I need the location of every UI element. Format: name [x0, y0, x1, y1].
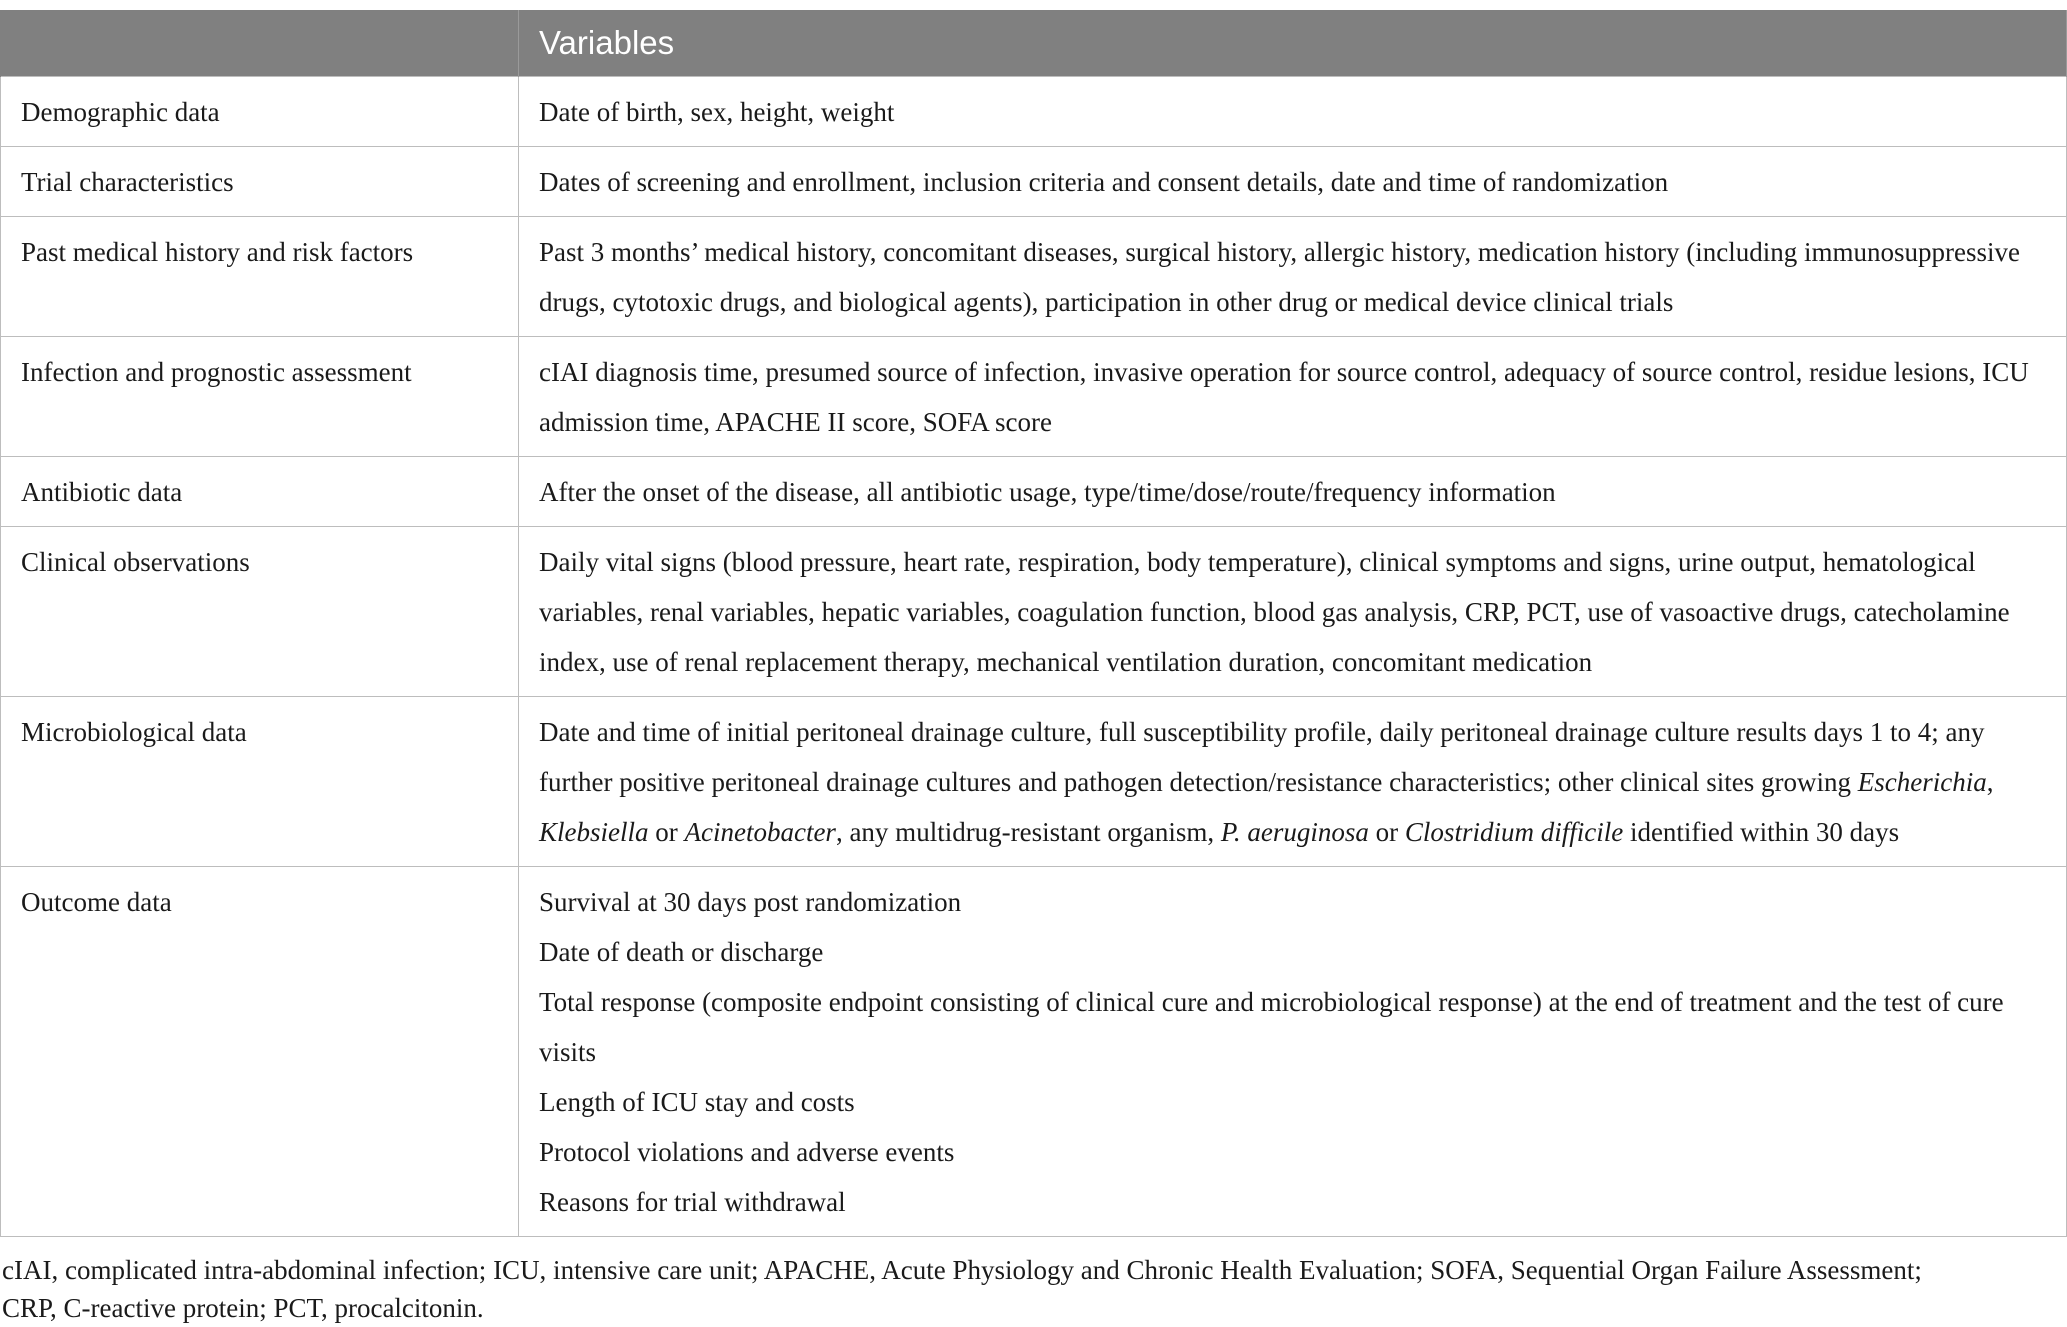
- outcome-line: Survival at 30 days post randomization: [539, 887, 962, 917]
- variables-line: cIAI diagnosis time, presumed source of infection, invasive operation for source control, adequacy of source control, residue lesions, ICU admission time, APACHE II score, SOFA score: [539, 357, 2029, 437]
- row-variables: [519, 527, 2067, 697]
- outcome-line: Total response (composite endpoint consisting of clinical cure and microbiological response) at the end of treatment and the test of cure visits: [539, 987, 2004, 1067]
- row-category: Microbiological data: [1, 697, 519, 867]
- table-row: [1, 147, 2067, 217]
- row-category: Outcome data: [1, 867, 519, 1237]
- variables-line: Dates of screening and enrollment, inclusion criteria and consent details, date and time of randomization: [539, 167, 1669, 197]
- table-row: [1, 697, 2067, 867]
- variables-line: After the onset of the disease, all antibiotic usage, type/time/dose/route/frequency information: [539, 477, 1556, 507]
- row-category: Trial characteristics: [1, 147, 519, 217]
- table-row: [1, 457, 2067, 527]
- text-segment: or: [648, 817, 685, 847]
- row-variables: [519, 697, 2067, 867]
- variables-line: Date of birth, sex, height, weight: [539, 97, 895, 127]
- table-row: [1, 337, 2067, 457]
- text-segment: Date and time of initial peritoneal drainage culture, full susceptibility profile, daily peritoneal drainage culture results days 1 to 4; any further positive peritoneal drainage cultures and pathogen detection/resistance characteristics; other clinical sites growing: [539, 717, 1985, 797]
- organism-name: P. aeruginosa: [1220, 817, 1369, 847]
- outcome-line: Reasons for trial withdrawal: [539, 1187, 846, 1217]
- variables-line: Daily vital signs (blood pressure, heart rate, respiration, body temperature), clinical symptoms and signs, urine output, hematological variables, renal variables, hepatic variables, coagulation function, blood gas analysis, CRP, PCT, use of vasoactive drugs, catecholamine index, use of renal replacement therapy, mechanical ventilation duration, concomitant medication: [539, 547, 2010, 677]
- table-row: [1, 867, 2067, 1237]
- header-category: [1, 10, 519, 77]
- table-row: [1, 77, 2067, 147]
- table-header-row: [1, 10, 2067, 77]
- row-variables: [519, 867, 2067, 1237]
- table-row: [1, 217, 2067, 337]
- row-category: Infection and prognostic assessment: [1, 337, 519, 457]
- outcome-line: Protocol violations and adverse events: [539, 1137, 955, 1167]
- variables-table: [0, 10, 2067, 1237]
- row-variables: [519, 77, 2067, 147]
- variables-line: Past 3 months’ medical history, concomitant diseases, surgical history, allergic history, medication history (including immunosuppressive drugs, cytotoxic drugs, and biological agents), participation in other drug or medical device clinical trials: [539, 237, 2021, 317]
- text-segment: or: [1368, 817, 1405, 847]
- row-variables: [519, 217, 2067, 337]
- organism-name: Escherichia: [1857, 767, 1987, 797]
- table-footnote: cIAI, complicated intra-abdominal infection; ICU, intensive care unit; APACHE, Acute Physiology and Chronic Health Evaluation; SOFA, Sequential Organ Failure Assessment; CRP, C-reactive protein; PCT, procalcitonin.: [2, 1255, 1922, 1323]
- row-category: Antibiotic data: [1, 457, 519, 527]
- text-segment: ,: [1986, 767, 1994, 797]
- microbiological-text: [539, 707, 2046, 857]
- text-segment: identified within 30 days: [1623, 817, 1900, 847]
- row-category: Past medical history and risk factors: [1, 217, 519, 337]
- table-row: [1, 527, 2067, 697]
- row-variables: [519, 337, 2067, 457]
- outcome-line: Length of ICU stay and costs: [539, 1087, 855, 1117]
- outcome-line: Date of death or discharge: [539, 937, 824, 967]
- text-segment: , any multidrug-resistant organism,: [835, 817, 1221, 847]
- row-category: Clinical observations: [1, 527, 519, 697]
- row-variables: [519, 147, 2067, 217]
- row-category: Demographic data: [1, 77, 519, 147]
- row-variables: [519, 457, 2067, 527]
- organism-name: Acinetobacter: [684, 817, 836, 847]
- header-variables: Variables: [519, 10, 2067, 77]
- organism-name: Klebsiella: [539, 817, 649, 847]
- organism-name: Clostridium difficile: [1404, 817, 1624, 847]
